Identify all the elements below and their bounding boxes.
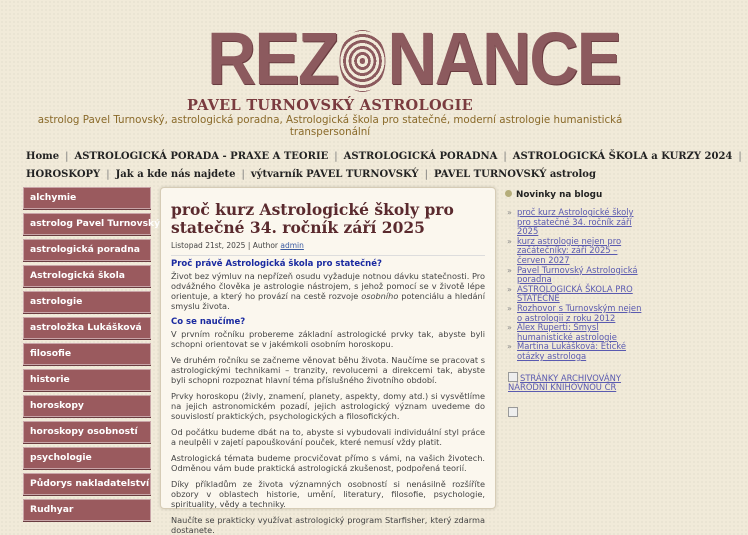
logo-text-right: NANCE	[387, 17, 621, 100]
sidebar-item-astrologie[interactable]: astrologie	[23, 291, 151, 313]
category-sidebar	[23, 187, 161, 525]
nav-separator: |	[241, 169, 245, 180]
post-paragraph-text: potenciálu a hledání smyslu života.	[171, 291, 485, 311]
list-item	[505, 323, 645, 342]
site-title: PAVEL TURNOVSKÝ ASTROLOGIE	[186, 97, 474, 114]
sidebar-item-rudhyar[interactable]: Rudhyar	[23, 499, 151, 521]
archive-link[interactable]: STRÁNKY ARCHIVOVÁNY NÁRODNÍ KNIHOVNOU ČR	[508, 372, 621, 393]
post-author-link[interactable]: admin	[280, 241, 304, 250]
post-paragraph: V prvním ročníku probereme základní astrologické prvky tak, abyste byli schopni orientovat se v jakémkoli osobním horoskopu.	[171, 329, 485, 349]
main-navigation	[26, 148, 742, 184]
nav-separator: |	[424, 169, 428, 180]
post-emphasis: osobního	[361, 291, 399, 301]
secondary-image[interactable]	[505, 407, 645, 418]
blog-news-heading-text: Novinky na blogu	[516, 190, 603, 200]
broken-image-icon	[508, 407, 518, 417]
post-paragraph: Díky příkladům ze života významných osobností si nenásilně rozšíříte obzory v oblastech historie, umění, literatury, filosofie, psychologie, spirituality, vědy a techniky.	[171, 479, 485, 509]
post-paragraph: Ve druhém ročníku se začneme věnovat běhu života. Naučíme se pracovat s astrologickými technikami – tranzity, revolucemi a direkcemi tak, abyste byli schopni rozpoznat hlavní téma příslušného životního období.	[171, 355, 485, 385]
site-header	[0, 0, 660, 140]
post-divider	[171, 255, 485, 256]
sidebar-item-horoskopy-osobnosti[interactable]: horoskopy osobností	[23, 421, 151, 443]
list-item	[505, 237, 645, 266]
nav-separator: |	[503, 151, 507, 162]
sidebar-item-skola[interactable]: Astrologická škola	[23, 265, 151, 287]
nav-astrolog[interactable]: PAVEL TURNOVSKÝ astrolog	[433, 169, 596, 180]
blog-news-list	[505, 208, 645, 362]
site-tagline: astrolog Pavel Turnovský, astrologická poradna, Astrologická škola pro statečné, moderní astrologie humanistická transpersonální	[37, 114, 623, 138]
sidebar-item-historie[interactable]: historie	[23, 369, 151, 391]
nav-row-1	[26, 148, 742, 166]
post-content	[160, 187, 496, 535]
blog-news-link[interactable]: kurz astrologie nejen pro začátečníky: září 2025 – červen 2027	[517, 235, 622, 265]
nav-astrologicka-poradna[interactable]: ASTROLOGICKÁ PORADNA	[343, 151, 498, 162]
blog-news-link[interactable]: Pavel Turnovský Astrologická poradna	[517, 264, 638, 285]
post-question-2: Co se naučíme?	[171, 317, 246, 327]
post-paragraph: Od počátku budeme dbát na to, abyste si vybudovali individuální styl práce a neulpěli v zajetí papouškování pouček, které nemusí vždy platit.	[171, 427, 485, 447]
sidebar-item-alchymie[interactable]: alchymie	[23, 187, 151, 209]
list-item	[505, 208, 645, 237]
sidebar-item-horoskopy[interactable]: horoskopy	[23, 395, 151, 417]
broken-image-icon	[508, 372, 518, 382]
post-date: Listopad 21st, 2025 | Author	[171, 241, 281, 250]
nav-astrologicka-porada[interactable]: ASTROLOGICKÁ PORADA - PRAXE A TEORIE	[74, 151, 329, 162]
list-item	[505, 304, 645, 323]
list-item	[505, 285, 645, 304]
blog-news-link[interactable]: ASTROLOGICKÁ ŠKOLA PRO STATEČNÉ	[517, 283, 633, 304]
nav-separator: |	[738, 151, 742, 162]
logo-wordmark	[207, 17, 621, 100]
blog-news-link[interactable]: Alex Ruperti: Smysl humanistické astrologie	[517, 322, 617, 342]
nav-separator: |	[106, 169, 110, 180]
sidebar-item-pudorys[interactable]: Půdorys nakladatelství	[23, 473, 151, 495]
blog-news-link[interactable]: Rozhovor s Turnovským nejen o astrologii z roku 2012	[517, 302, 642, 323]
post-title[interactable]: proč kurz Astrologické školy pro statečné 34. ročník září 2025	[171, 200, 454, 237]
post-question-1: Proč právě Astrologická škola pro statečné?	[171, 259, 382, 269]
post-meta	[171, 241, 485, 250]
sidebar-item-lukaskova[interactable]: astroložka Lukášková	[23, 317, 151, 339]
nav-horoskopy[interactable]: HOROSKOPY	[26, 169, 101, 180]
nav-astrologicka-skola[interactable]: ASTROLOGICKÁ ŠKOLA a KURZY 2024	[512, 151, 733, 162]
nav-row-2	[26, 166, 646, 184]
blog-news-link[interactable]: Martina Lukášková: Etické otázky astrologa	[517, 341, 626, 361]
sidebar-item-astrolog[interactable]: astrolog Pavel Turnovský	[23, 213, 151, 235]
list-item	[505, 266, 645, 285]
logo-target-icon	[339, 30, 385, 92]
post-paragraph-text: Život bez výmluv na nepřízeň osudu vyžaduje notnou dávku statečnosti. Pro odvážného člověka je astrologie nástrojem, s jehož pomocí se v životě lépe orientuje, a který ho provází na cestě rozvoje	[171, 271, 485, 301]
post-paragraph: Naučíte se prakticky využívat astrologický program Starfisher, který zdarma dostanete.	[171, 515, 485, 535]
blog-news-link[interactable]: proč kurz Astrologické školy pro statečné 34. ročník září 2025	[517, 207, 634, 237]
nav-home[interactable]: Home	[26, 151, 60, 162]
logo-text-left: REZ	[207, 17, 338, 100]
sidebar-item-filosofie[interactable]: filosofie	[23, 343, 151, 365]
blog-news-heading	[505, 190, 645, 200]
post-paragraph	[171, 271, 485, 311]
nav-jak-a-kde[interactable]: Jak a kde nás najdete	[115, 169, 236, 180]
nav-separator: |	[334, 151, 338, 162]
post-paragraph: Astrologická témata budeme procvičovat přímo s vámi, na vašich životech. Odměnou vám bude praktická astrologická zkušenost, podpořená teorií.	[171, 453, 485, 473]
post-paragraph: Prvky horoskopu (živly, znamení, planety, aspekty, domy atd.) si vysvětlíme na jejich astronomickém pozadí, jejich astrologický význam uvedeme do souvislostí praktických, psychologických a filosofických.	[171, 391, 485, 421]
site-logo[interactable]	[207, 17, 621, 100]
archive-badge	[505, 372, 645, 393]
list-item	[505, 342, 645, 361]
nav-vytvarnik[interactable]: výtvarník PAVEL TURNOVSKÝ	[250, 169, 419, 180]
sidebar-item-poradna[interactable]: astrologická poradna	[23, 239, 151, 261]
nav-separator: |	[65, 151, 69, 162]
blog-news-sidebar	[505, 190, 645, 418]
bullet-dot-icon	[505, 190, 512, 197]
sidebar-item-psychologie[interactable]: psychologie	[23, 447, 151, 469]
